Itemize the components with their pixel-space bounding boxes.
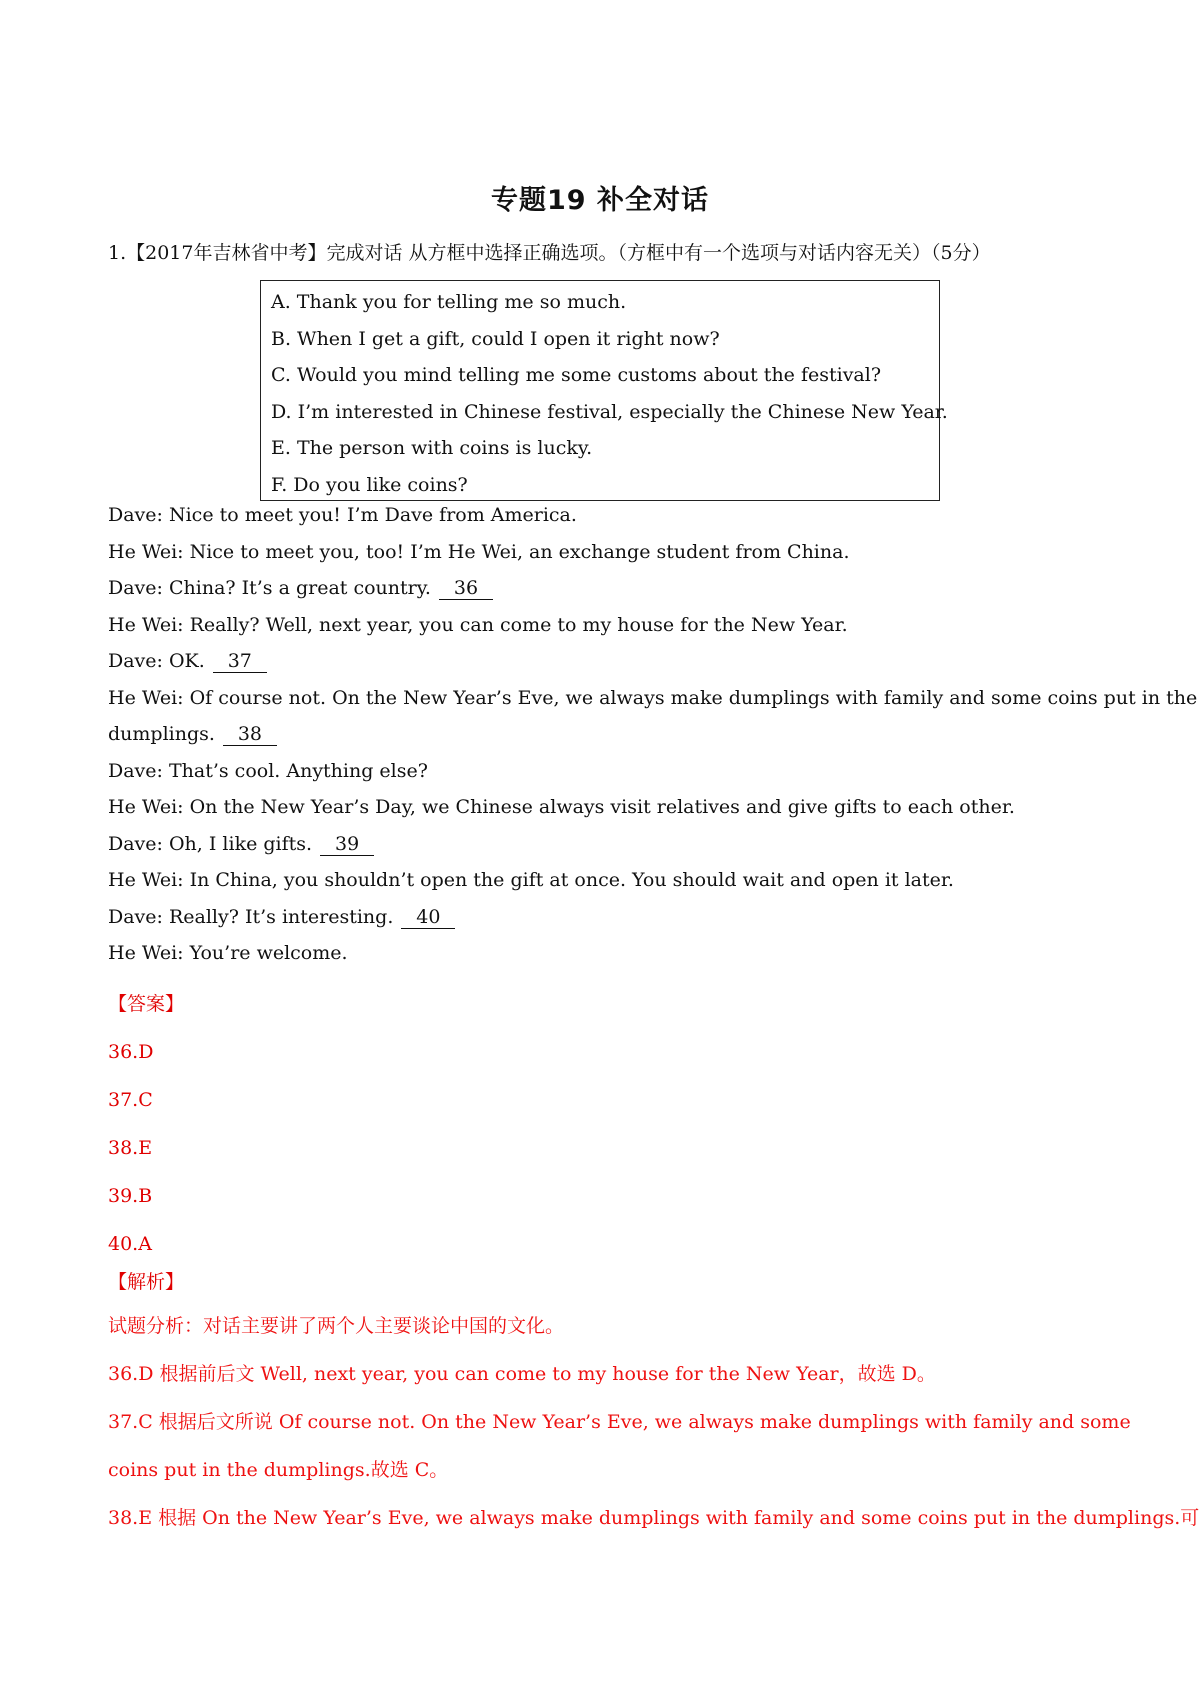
- blank-39: 39: [320, 833, 374, 856]
- dialogue-line: [108, 899, 1088, 936]
- analysis-line: 试题分析：对话主要讲了两个人主要谈论中国的文化。: [108, 1315, 565, 1337]
- dialogue-line: [108, 753, 1088, 790]
- option-c: C. Would you mind telling me some customs about the festival?: [271, 364, 882, 386]
- answer-item: 37.C: [108, 1089, 153, 1111]
- answer-item: 36.D: [108, 1041, 154, 1063]
- blank-36: 36: [439, 577, 493, 600]
- dialogue-line: [108, 643, 1088, 680]
- dialogue-line: [108, 789, 1088, 826]
- dialogue-text: He Wei: Nice to meet you, too! I’m He Wei, an exchange student from China.: [108, 540, 850, 563]
- analysis-line: coins put in the dumplings.故选 C。: [108, 1459, 449, 1481]
- dialogue-line: [108, 534, 1088, 571]
- blank-37: 37: [213, 650, 267, 673]
- option-f: F. Do you like coins?: [271, 473, 468, 496]
- analysis-line: 36.D 根据前后文 Well, next year, you can come to my house for the New Year，故选 D。: [108, 1363, 936, 1385]
- dialogue-line: [108, 935, 1088, 972]
- answers-section: [108, 980, 184, 1268]
- dialogue-line: [108, 862, 1088, 899]
- question-instruction: 1.【2017年吉林省中考】完成对话 从方框中选择正确选项。（方框中有一个选项与对话内容无关）（5分）: [108, 242, 991, 264]
- answer-heading: 【答案】: [108, 993, 185, 1015]
- analysis-heading: 【解析】: [108, 1271, 185, 1293]
- blank-38: 38: [223, 723, 277, 746]
- dialogue-text: He Wei: On the New Year’s Day, we Chinese always visit relatives and give gifts to each other.: [108, 796, 1015, 818]
- answer-item: 38.E: [108, 1137, 153, 1159]
- dialogue-line: [108, 680, 1198, 717]
- option-a: A. Thank you for telling me so much.: [271, 291, 627, 313]
- analysis-line: 37.C 根据后文所说 Of course not. On the New Year’s Eve, we always make dumplings with family and some: [108, 1411, 1131, 1433]
- option-e: E. The person with coins is lucky.: [271, 437, 593, 459]
- dialogue-text: Dave: OK.: [108, 650, 205, 672]
- dialogue-text: Dave: China? It’s a great country.: [108, 577, 431, 599]
- dialogue-text: Dave: Oh, I like gifts.: [108, 832, 313, 855]
- dialogue-text: He Wei: Really? Well, next year, you can come to my house for the New Year.: [108, 613, 848, 636]
- option-b: B. When I get a gift, could I open it right now?: [271, 327, 720, 350]
- answer-item: 40.A: [108, 1233, 152, 1255]
- dialogue-line: [108, 497, 1088, 534]
- dialogue-line: [108, 570, 1088, 607]
- analysis-section: [108, 1262, 1200, 1542]
- answer-item: 39.B: [108, 1185, 153, 1207]
- dialogue-text: Dave: Really? It’s interesting.: [108, 905, 394, 928]
- dialogue-line: [108, 826, 1088, 863]
- dialogue-text: Dave: That’s cool. Anything else?: [108, 759, 428, 782]
- dialogue-text: He Wei: In China, you shouldn’t open the gift at once. You should wait and open it later.: [108, 869, 954, 891]
- dialogue-text: He Wei: You’re welcome.: [108, 942, 348, 964]
- dialogue-text: dumplings.: [108, 723, 215, 745]
- analysis-line: 38.E 根据 On the New Year’s Eve, we always make dumplings with family and some coins put in the dumplings.可: [108, 1507, 1200, 1529]
- dialogue-text: Dave: Nice to meet you! I’m Dave from America.: [108, 504, 577, 526]
- option-d: D. I’m interested in Chinese festival, especially the Chinese New Year.: [271, 400, 948, 423]
- page-title: 专题19 补全对话: [491, 185, 709, 216]
- options-box: [260, 280, 948, 501]
- dialogue-text: He Wei: Of course not. On the New Year’s Eve, we always make dumplings with family and some coins put in the: [108, 686, 1198, 709]
- dialogue-line: [108, 607, 1088, 644]
- dialogue-line: [108, 716, 1088, 753]
- blank-40: 40: [401, 906, 455, 929]
- dialogue: [108, 497, 1198, 972]
